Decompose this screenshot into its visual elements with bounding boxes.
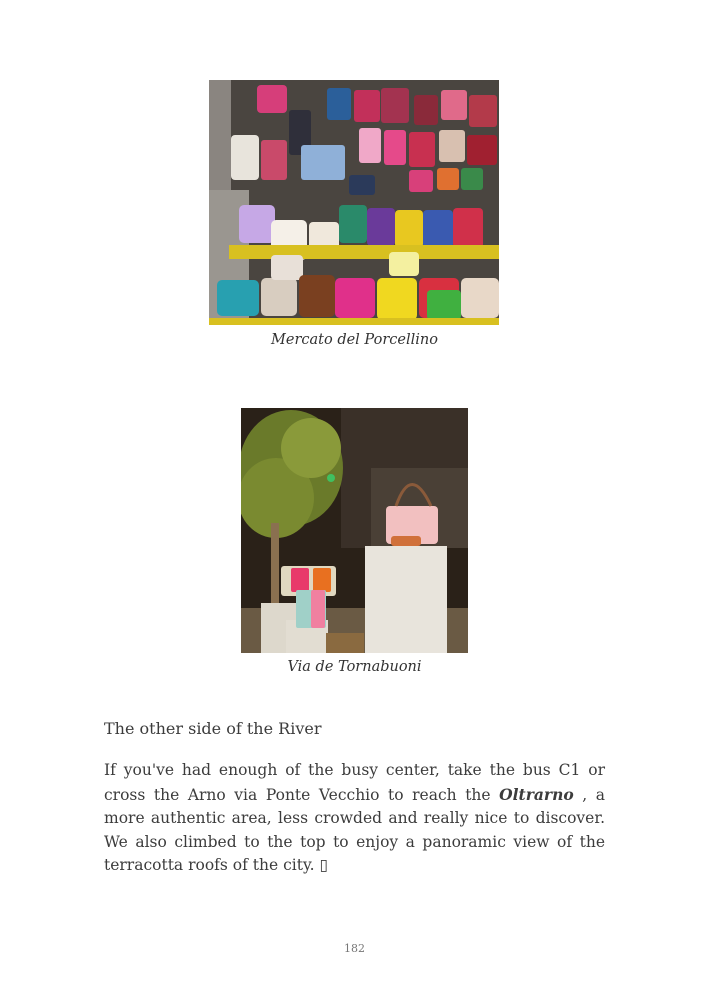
page-number: 182: [344, 942, 365, 955]
figure-caption: Via de Tornabuoni: [287, 659, 422, 675]
emphasis-oltrarno: Oltrarno: [499, 784, 574, 804]
shop-window-photo: [241, 408, 468, 653]
figure-caption: Mercato del Porcellino: [271, 332, 438, 348]
section-heading: The other side of the River: [104, 719, 322, 738]
body-paragraph: [104, 759, 605, 878]
market-bags-photo: [209, 80, 499, 325]
paragraph-end: , a more authentic area, less crowded and really nice to discover. We also climbed to the top to enjoy a panoramic view of the terracotta roofs of the city. ▯: [104, 785, 605, 874]
paragraph-start: If you've had enough of the busy center, take the bus C1 or cross the Arno via Ponte Vecchio to reach the: [104, 761, 605, 804]
